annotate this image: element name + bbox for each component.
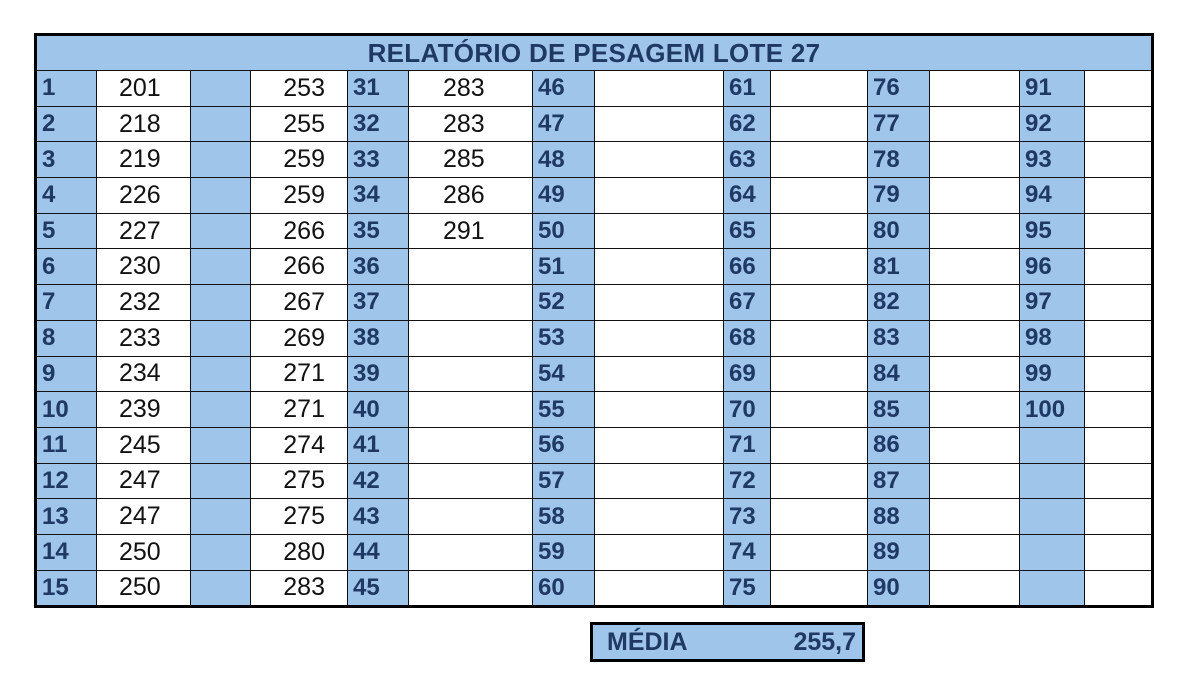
index-cell: 43	[348, 499, 409, 535]
index-cell: 35	[348, 213, 409, 249]
table-row	[36, 178, 1153, 214]
weight-cell	[409, 356, 533, 392]
index-cell: 99	[1020, 356, 1085, 392]
index-cell: 8	[36, 320, 97, 356]
weight-cell	[1085, 534, 1153, 570]
table-row	[36, 106, 1153, 142]
weight-cell: 280	[251, 534, 348, 570]
index-cell: 34	[348, 178, 409, 214]
index-cell: 40	[348, 392, 409, 428]
index-cell: 62	[724, 106, 771, 142]
index-cell: 80	[868, 213, 930, 249]
weight-cell: 267	[251, 285, 348, 321]
index-cell	[191, 534, 251, 570]
index-cell: 85	[868, 392, 930, 428]
weight-cell	[771, 320, 868, 356]
weight-cell	[930, 285, 1020, 321]
table-row	[36, 285, 1153, 321]
weight-cell	[771, 249, 868, 285]
index-cell: 95	[1020, 213, 1085, 249]
weight-cell	[409, 427, 533, 463]
weight-cell	[1085, 356, 1153, 392]
weight-cell	[1085, 499, 1153, 535]
index-cell: 97	[1020, 285, 1085, 321]
index-cell: 100	[1020, 392, 1085, 428]
index-cell: 63	[724, 142, 771, 178]
index-cell: 31	[348, 71, 409, 107]
weight-cell	[771, 463, 868, 499]
index-cell: 36	[348, 249, 409, 285]
index-cell: 60	[533, 570, 595, 607]
table-row	[36, 142, 1153, 178]
weight-cell: 266	[251, 249, 348, 285]
index-cell: 32	[348, 106, 409, 142]
index-cell: 66	[724, 249, 771, 285]
weight-cell: 283	[251, 570, 348, 607]
weight-cell	[595, 499, 724, 535]
index-cell	[191, 427, 251, 463]
index-cell: 56	[533, 427, 595, 463]
weight-cell	[595, 427, 724, 463]
weighing-report-table	[34, 33, 1154, 608]
weight-cell	[771, 71, 868, 107]
weight-cell	[771, 427, 868, 463]
weight-cell	[771, 534, 868, 570]
weight-cell	[930, 427, 1020, 463]
index-cell: 73	[724, 499, 771, 535]
index-cell: 57	[533, 463, 595, 499]
index-cell: 45	[348, 570, 409, 607]
table-row	[36, 499, 1153, 535]
index-cell: 54	[533, 356, 595, 392]
weight-cell	[409, 570, 533, 607]
weight-cell	[595, 320, 724, 356]
index-cell: 41	[348, 427, 409, 463]
weight-cell: 266	[251, 213, 348, 249]
index-cell: 33	[348, 142, 409, 178]
index-cell: 70	[724, 392, 771, 428]
index-cell: 51	[533, 249, 595, 285]
index-cell	[191, 499, 251, 535]
weight-cell: 232	[97, 285, 191, 321]
table-row	[36, 71, 1153, 107]
weight-cell	[930, 213, 1020, 249]
weight-cell	[930, 392, 1020, 428]
index-cell: 69	[724, 356, 771, 392]
weight-cell	[595, 534, 724, 570]
weight-cell	[595, 249, 724, 285]
index-cell: 78	[868, 142, 930, 178]
weight-cell	[930, 320, 1020, 356]
index-cell: 87	[868, 463, 930, 499]
weight-cell: 274	[251, 427, 348, 463]
table-row	[36, 463, 1153, 499]
weight-cell: 201	[97, 71, 191, 107]
index-cell: 58	[533, 499, 595, 535]
weight-cell: 234	[97, 356, 191, 392]
weight-cell	[930, 142, 1020, 178]
index-cell: 67	[724, 285, 771, 321]
index-cell: 14	[36, 534, 97, 570]
index-cell: 91	[1020, 71, 1085, 107]
table-row	[36, 213, 1153, 249]
weight-cell: 233	[97, 320, 191, 356]
weight-cell	[771, 285, 868, 321]
index-cell	[191, 356, 251, 392]
weight-cell: 226	[97, 178, 191, 214]
weight-cell	[771, 106, 868, 142]
table-row	[36, 249, 1153, 285]
index-cell: 94	[1020, 178, 1085, 214]
index-cell: 71	[724, 427, 771, 463]
index-cell: 76	[868, 71, 930, 107]
table-row	[36, 392, 1153, 428]
weight-cell: 230	[97, 249, 191, 285]
table-row	[36, 570, 1153, 607]
index-cell: 9	[36, 356, 97, 392]
weight-cell: 275	[251, 463, 348, 499]
title-row	[36, 35, 1153, 71]
index-cell: 84	[868, 356, 930, 392]
weight-cell: 291	[409, 213, 533, 249]
weight-cell	[1085, 106, 1153, 142]
weight-cell	[409, 499, 533, 535]
index-cell: 72	[724, 463, 771, 499]
weight-cell	[1085, 320, 1153, 356]
report-title: RELATÓRIO DE PESAGEM LOTE 27	[36, 35, 1153, 71]
weight-cell	[771, 178, 868, 214]
average-label: MÉDIA	[607, 627, 688, 656]
weight-cell	[1085, 285, 1153, 321]
weight-cell	[930, 534, 1020, 570]
weight-cell	[409, 392, 533, 428]
index-cell: 6	[36, 249, 97, 285]
weight-cell: 247	[97, 463, 191, 499]
index-cell: 52	[533, 285, 595, 321]
weight-cell: 285	[409, 142, 533, 178]
table-row	[36, 534, 1153, 570]
index-cell: 86	[868, 427, 930, 463]
index-cell	[191, 106, 251, 142]
weight-cell: 269	[251, 320, 348, 356]
index-cell	[191, 249, 251, 285]
index-cell	[191, 570, 251, 607]
weight-cell	[930, 178, 1020, 214]
weight-cell	[595, 356, 724, 392]
index-cell: 81	[868, 249, 930, 285]
weight-cell	[930, 249, 1020, 285]
index-cell: 93	[1020, 142, 1085, 178]
weight-cell: 253	[251, 71, 348, 107]
index-cell: 82	[868, 285, 930, 321]
index-cell: 98	[1020, 320, 1085, 356]
index-cell: 89	[868, 534, 930, 570]
index-cell	[191, 320, 251, 356]
index-cell	[1020, 570, 1085, 607]
weight-cell	[595, 106, 724, 142]
weight-cell	[409, 249, 533, 285]
index-cell	[191, 178, 251, 214]
weight-cell	[930, 356, 1020, 392]
weight-cell	[930, 499, 1020, 535]
weight-cell	[771, 392, 868, 428]
index-cell	[1020, 463, 1085, 499]
index-cell: 11	[36, 427, 97, 463]
index-cell: 47	[533, 106, 595, 142]
index-cell: 88	[868, 499, 930, 535]
index-cell: 49	[533, 178, 595, 214]
table-row	[36, 356, 1153, 392]
index-cell	[191, 392, 251, 428]
weight-cell: 259	[251, 142, 348, 178]
weight-cell: 271	[251, 356, 348, 392]
weight-cell	[595, 570, 724, 607]
index-cell: 55	[533, 392, 595, 428]
index-cell: 46	[533, 71, 595, 107]
weight-cell: 245	[97, 427, 191, 463]
weight-cell	[595, 71, 724, 107]
index-cell: 7	[36, 285, 97, 321]
weight-cell	[595, 285, 724, 321]
index-cell: 77	[868, 106, 930, 142]
weight-cell: 255	[251, 106, 348, 142]
index-cell: 3	[36, 142, 97, 178]
index-cell: 74	[724, 534, 771, 570]
index-cell	[1020, 499, 1085, 535]
weight-cell: 259	[251, 178, 348, 214]
index-cell	[191, 142, 251, 178]
index-cell: 90	[868, 570, 930, 607]
index-cell: 48	[533, 142, 595, 178]
index-cell	[191, 463, 251, 499]
weight-cell	[1085, 392, 1153, 428]
index-cell	[1020, 427, 1085, 463]
weight-cell	[771, 499, 868, 535]
index-cell: 4	[36, 178, 97, 214]
index-cell: 65	[724, 213, 771, 249]
index-cell: 2	[36, 106, 97, 142]
weight-cell	[595, 178, 724, 214]
weight-cell	[771, 142, 868, 178]
weight-cell	[1085, 178, 1153, 214]
index-cell: 50	[533, 213, 595, 249]
index-cell: 61	[724, 71, 771, 107]
weight-cell	[1085, 213, 1153, 249]
weight-cell	[1085, 427, 1153, 463]
average-value: 255,7	[793, 627, 856, 656]
index-cell	[191, 71, 251, 107]
weight-cell: 247	[97, 499, 191, 535]
weight-cell	[1085, 570, 1153, 607]
index-cell: 53	[533, 320, 595, 356]
index-cell: 39	[348, 356, 409, 392]
average-box	[590, 622, 865, 662]
weight-cell	[930, 463, 1020, 499]
index-cell: 59	[533, 534, 595, 570]
index-cell: 83	[868, 320, 930, 356]
weight-cell	[930, 106, 1020, 142]
index-cell: 75	[724, 570, 771, 607]
weight-cell: 250	[97, 570, 191, 607]
weight-cell	[595, 142, 724, 178]
index-cell: 79	[868, 178, 930, 214]
index-cell: 38	[348, 320, 409, 356]
index-cell: 96	[1020, 249, 1085, 285]
weight-cell: 286	[409, 178, 533, 214]
index-cell	[1020, 534, 1085, 570]
weight-cell: 239	[97, 392, 191, 428]
index-cell: 1	[36, 71, 97, 107]
weight-cell: 275	[251, 499, 348, 535]
weight-cell	[409, 534, 533, 570]
weight-cell	[1085, 142, 1153, 178]
index-cell: 13	[36, 499, 97, 535]
weight-cell	[930, 570, 1020, 607]
weight-cell	[1085, 71, 1153, 107]
index-cell	[191, 285, 251, 321]
weight-cell: 219	[97, 142, 191, 178]
index-cell: 44	[348, 534, 409, 570]
index-cell: 42	[348, 463, 409, 499]
weight-cell	[930, 71, 1020, 107]
weight-cell	[595, 213, 724, 249]
index-cell: 92	[1020, 106, 1085, 142]
weight-cell	[409, 463, 533, 499]
weight-cell: 218	[97, 106, 191, 142]
index-cell: 10	[36, 392, 97, 428]
weight-cell	[409, 285, 533, 321]
index-cell: 68	[724, 320, 771, 356]
weight-cell	[1085, 463, 1153, 499]
index-cell: 5	[36, 213, 97, 249]
index-cell: 37	[348, 285, 409, 321]
weight-cell	[771, 570, 868, 607]
weight-cell: 283	[409, 71, 533, 107]
table-row	[36, 427, 1153, 463]
weight-cell: 283	[409, 106, 533, 142]
index-cell: 64	[724, 178, 771, 214]
weight-cell	[1085, 249, 1153, 285]
weight-cell	[595, 463, 724, 499]
index-cell: 12	[36, 463, 97, 499]
weight-cell: 227	[97, 213, 191, 249]
weight-cell	[771, 356, 868, 392]
weight-cell: 250	[97, 534, 191, 570]
weight-cell	[409, 320, 533, 356]
index-cell	[191, 213, 251, 249]
table-row	[36, 320, 1153, 356]
weight-cell	[771, 213, 868, 249]
weight-cell: 271	[251, 392, 348, 428]
index-cell: 15	[36, 570, 97, 607]
weight-cell	[595, 392, 724, 428]
